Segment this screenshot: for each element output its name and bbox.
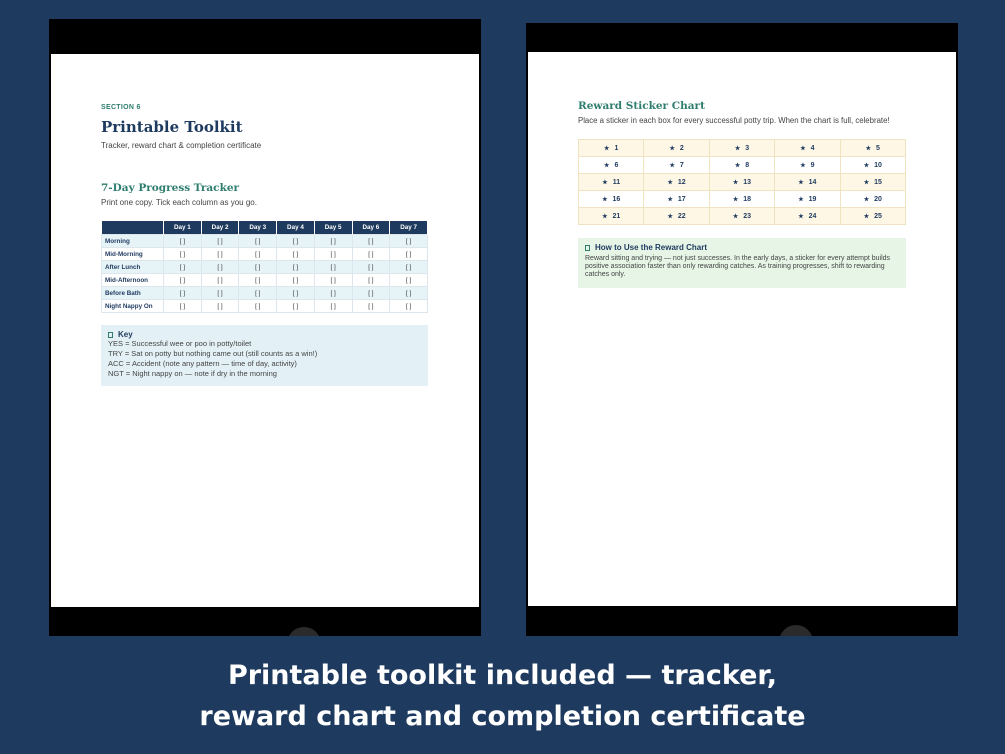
star-icon: ★ (865, 145, 872, 152)
checkbox-cell: [ ] (277, 235, 315, 248)
star-icon: ★ (734, 145, 741, 152)
star-icon: ★ (667, 179, 673, 186)
tablet-right (526, 23, 958, 636)
checkbox-cell: [ ] (239, 248, 277, 261)
checkbox-cell: [ ] (352, 235, 390, 248)
row-label: Night Nappy On (102, 300, 164, 313)
sticker-cell (709, 140, 774, 157)
checkbox-cell: [ ] (390, 274, 428, 287)
tracker-header-row (102, 221, 428, 235)
key-title: Key (118, 330, 133, 339)
how-to-title: How to Use the Reward Chart (595, 243, 708, 252)
checkbox-cell: [ ] (239, 235, 277, 248)
checkbox-cell: [ ] (201, 287, 239, 300)
sticker-row (579, 157, 906, 174)
star-icon: ★ (798, 196, 804, 203)
sticker-number: 25 (874, 212, 882, 220)
checkbox-cell: [ ] (164, 235, 202, 248)
info-icon (585, 245, 590, 251)
star-icon: ★ (798, 213, 804, 220)
row-label: After Lunch (102, 261, 164, 274)
checkbox-cell: [ ] (390, 300, 428, 313)
table-row (102, 300, 428, 313)
checkbox-cell: [ ] (352, 261, 390, 274)
checkbox-cell: [ ] (201, 248, 239, 261)
checkbox-cell: [ ] (277, 300, 315, 313)
checkbox-cell: [ ] (352, 300, 390, 313)
checkbox-cell: [ ] (201, 235, 239, 248)
checkbox-cell: [ ] (239, 300, 277, 313)
checkbox-cell: [ ] (352, 248, 390, 261)
sticker-cell (709, 191, 774, 208)
tracker-heading: 7-Day Progress Tracker (101, 182, 240, 194)
sticker-cell (644, 140, 709, 157)
sticker-number: 19 (808, 195, 817, 203)
star-icon: ★ (798, 179, 804, 186)
star-icon: ★ (732, 213, 739, 220)
caption-line-1: Printable toolkit included — tracker, (227, 660, 778, 691)
sticker-number: 12 (677, 178, 686, 186)
sticker-row (579, 174, 906, 191)
sticker-chart-title: Reward Sticker Chart (578, 100, 705, 112)
sticker-cell (644, 157, 709, 174)
sticker-row (579, 208, 906, 225)
checkbox-cell: [ ] (314, 235, 352, 248)
sticker-number: 9 (810, 161, 815, 169)
column-header: Day 3 (239, 221, 277, 235)
sticker-number: 13 (743, 178, 752, 186)
progress-tracker-table (101, 221, 428, 313)
sticker-cell (840, 157, 905, 174)
checkbox-cell: [ ] (314, 248, 352, 261)
checkbox-cell: [ ] (239, 261, 277, 274)
star-icon: ★ (669, 145, 675, 152)
caption-line-2: reward chart and completion certificate (199, 701, 806, 732)
row-label: Morning (102, 235, 164, 248)
row-label: Mid-Afternoon (102, 274, 164, 287)
sticker-number: 20 (874, 195, 882, 203)
star-icon: ★ (602, 213, 608, 220)
star-icon: ★ (602, 179, 608, 186)
table-row (102, 235, 428, 248)
sticker-cell (709, 174, 774, 191)
sticker-cell (840, 174, 905, 191)
star-icon: ★ (667, 196, 673, 203)
checkbox-cell: [ ] (201, 261, 239, 274)
sticker-cell (579, 191, 644, 208)
checkbox-cell: [ ] (239, 274, 277, 287)
page-title: Printable Toolkit (101, 118, 243, 136)
checkbox-cell: [ ] (164, 274, 202, 287)
key-title-row (108, 330, 421, 339)
checkbox-cell: [ ] (314, 274, 352, 287)
checkbox-cell: [ ] (164, 300, 202, 313)
tablet-left (49, 19, 481, 636)
home-button (287, 627, 321, 636)
sticker-cell (709, 208, 774, 225)
sticker-row (579, 191, 906, 208)
sticker-number: 21 (612, 212, 621, 220)
star-icon: ★ (732, 196, 739, 203)
checkbox-cell: [ ] (390, 235, 428, 248)
sticker-cell (775, 208, 840, 225)
sticker-number: 7 (679, 161, 684, 169)
page-subtitle: Tracker, reward chart & completion certificate (101, 141, 262, 150)
checkbox-cell: [ ] (314, 261, 352, 274)
star-icon: ★ (667, 213, 673, 220)
checkbox-cell: [ ] (390, 287, 428, 300)
how-to-text: Reward sitting and trying — not just successes. In the early days, a sticker for every attempt builds positive association faster than only rewarding catches. As training progresses, shift to rewarding catches only. (585, 255, 891, 278)
sticker-number: 14 (808, 178, 817, 186)
checkbox-cell: [ ] (277, 287, 315, 300)
sticker-cell (775, 157, 840, 174)
sticker-number: 11 (612, 178, 621, 186)
checkbox-cell: [ ] (352, 274, 390, 287)
checkbox-cell: [ ] (277, 261, 315, 274)
column-header: Day 1 (164, 221, 202, 235)
home-button (779, 625, 813, 636)
sticker-number: 3 (745, 144, 750, 152)
row-label: Before Bath (102, 287, 164, 300)
promo-caption (0, 655, 1005, 737)
checkbox-cell: [ ] (277, 274, 315, 287)
checkbox-cell: [ ] (390, 248, 428, 261)
star-icon: ★ (604, 162, 610, 169)
checkbox-cell: [ ] (314, 300, 352, 313)
key-line: TRY = Sat on potty but nothing came out (still counts as a win!) (108, 349, 318, 358)
star-icon: ★ (863, 196, 870, 203)
star-icon: ★ (734, 162, 741, 169)
column-header: Day 7 (390, 221, 428, 235)
sticker-number: 1 (614, 144, 619, 152)
document-page-right (528, 52, 956, 606)
checkbox-cell: [ ] (314, 287, 352, 300)
star-icon: ★ (732, 179, 739, 186)
sticker-cell (775, 140, 840, 157)
sticker-number: 10 (874, 161, 882, 169)
sticker-number: 18 (743, 195, 752, 203)
sticker-number: 4 (810, 144, 815, 152)
tracker-instruction: Print one copy. Tick each column as you go. (101, 198, 257, 207)
sticker-number: 5 (876, 144, 880, 152)
column-header: Day 2 (201, 221, 239, 235)
table-row (102, 287, 428, 300)
sticker-cell (579, 157, 644, 174)
table-row (102, 248, 428, 261)
sticker-cell (709, 157, 774, 174)
row-label: Mid-Morning (102, 248, 164, 261)
key-line: YES = Successful wee or poo in potty/toilet (108, 339, 252, 348)
key-line: ACC = Accident (note any pattern — time of day, activity) (108, 359, 297, 368)
checkbox-cell: [ ] (164, 261, 202, 274)
star-icon: ★ (800, 145, 806, 152)
checkbox-cell: [ ] (239, 287, 277, 300)
checkbox-cell: [ ] (352, 287, 390, 300)
sticker-cell (579, 140, 644, 157)
column-header: Day 4 (277, 221, 315, 235)
checkbox-cell: [ ] (201, 274, 239, 287)
star-icon: ★ (604, 145, 610, 152)
checkbox-cell: [ ] (390, 261, 428, 274)
star-icon: ★ (800, 162, 806, 169)
sticker-cell (840, 208, 905, 225)
document-page-left (51, 54, 479, 607)
sticker-row (579, 140, 906, 157)
checkbox-cell: [ ] (164, 287, 202, 300)
star-icon: ★ (669, 162, 675, 169)
sticker-chart-subtitle: Place a sticker in each box for every successful potty trip. When the chart is full, celebrate! (578, 116, 890, 125)
sticker-number: 23 (743, 212, 752, 220)
sticker-number: 22 (677, 212, 686, 220)
sticker-number: 17 (677, 195, 686, 203)
how-to-box (578, 238, 906, 288)
sticker-number: 24 (808, 212, 817, 220)
table-row (102, 261, 428, 274)
sticker-cell (775, 191, 840, 208)
checkbox-cell: [ ] (201, 300, 239, 313)
key-icon (108, 332, 113, 338)
star-icon: ★ (863, 213, 870, 220)
star-icon: ★ (863, 179, 870, 186)
key-box (101, 325, 428, 386)
sticker-cell (775, 174, 840, 191)
sticker-number: 8 (745, 161, 750, 169)
sticker-cell (840, 140, 905, 157)
sticker-number: 15 (874, 178, 882, 186)
reward-sticker-grid (578, 139, 906, 225)
sticker-number: 2 (679, 144, 684, 152)
sticker-cell (840, 191, 905, 208)
table-row (102, 274, 428, 287)
sticker-cell (644, 191, 709, 208)
key-line: NGT = Night nappy on — note if dry in the morning (108, 369, 277, 378)
sticker-cell (579, 174, 644, 191)
star-icon: ★ (863, 162, 870, 169)
sticker-cell (644, 174, 709, 191)
sticker-cell (644, 208, 709, 225)
how-to-title-row (585, 243, 899, 252)
section-label: SECTION 6 (101, 104, 141, 111)
sticker-number: 16 (612, 195, 621, 203)
sticker-number: 6 (614, 161, 619, 169)
star-icon: ★ (602, 196, 608, 203)
sticker-cell (579, 208, 644, 225)
checkbox-cell: [ ] (277, 248, 315, 261)
checkbox-cell: [ ] (164, 248, 202, 261)
tracker-corner-header (102, 221, 164, 235)
column-header: Day 5 (314, 221, 352, 235)
column-header: Day 6 (352, 221, 390, 235)
